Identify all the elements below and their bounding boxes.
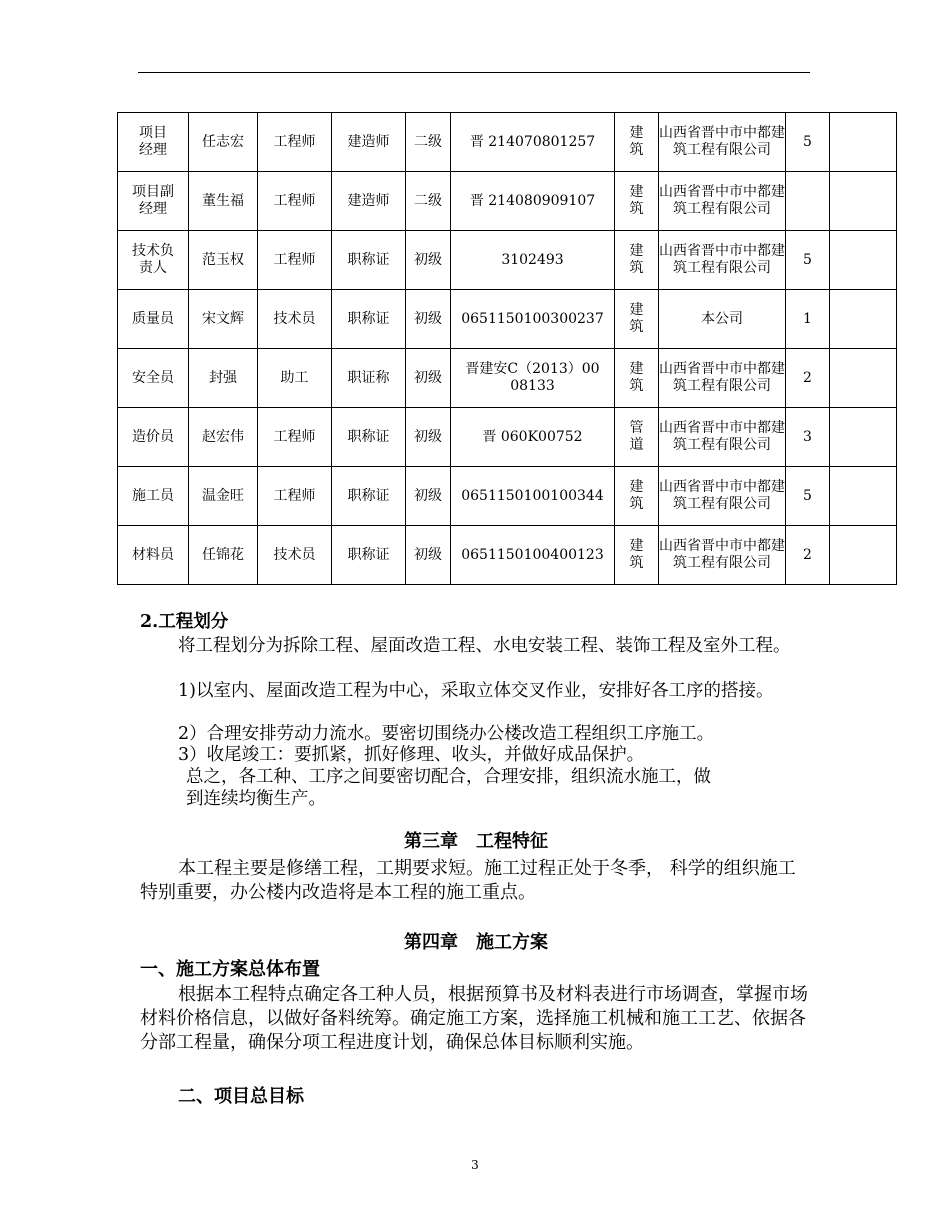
cell-title: 技术员 bbox=[258, 290, 332, 349]
cell-name: 范玉权 bbox=[189, 231, 258, 290]
chapter-4-subheading-2: 二、项目总目标 bbox=[178, 1086, 304, 1107]
cell-organization: 山西省晋中市中都建筑工程有限公司 bbox=[659, 231, 786, 290]
cell-name: 封强 bbox=[189, 349, 258, 408]
cell-extra bbox=[830, 526, 897, 585]
cell-role: 项目经理 bbox=[118, 113, 189, 172]
cell-cert-number: 晋 060K00752 bbox=[451, 408, 615, 467]
cell-name: 董生福 bbox=[189, 172, 258, 231]
cell-role: 造价员 bbox=[118, 408, 189, 467]
cell-extra bbox=[830, 172, 897, 231]
page-number: 3 bbox=[471, 1158, 479, 1172]
cell-cert-number: 0651150100400123 bbox=[451, 526, 615, 585]
cell-cert-type: 建造师 bbox=[332, 113, 406, 172]
section-2-summary-line-1: 总之，各工种、工序之间要密切配合，合理安排，组织流水施工，做 bbox=[186, 767, 711, 787]
cell-title: 工程师 bbox=[258, 408, 332, 467]
section-2-heading: 2.工程划分 bbox=[140, 612, 229, 632]
cell-cert-number: 晋建安C（2013）0008133 bbox=[451, 349, 615, 408]
cell-category: 建筑 bbox=[615, 349, 659, 408]
table-row bbox=[118, 408, 897, 467]
cell-count: 2 bbox=[786, 526, 830, 585]
cell-cert-number: 晋 214080909107 bbox=[451, 172, 615, 231]
cell-title: 助工 bbox=[258, 349, 332, 408]
cell-level: 初级 bbox=[406, 467, 451, 526]
header-rule bbox=[138, 72, 810, 73]
cell-title: 工程师 bbox=[258, 231, 332, 290]
cell-organization: 本公司 bbox=[659, 290, 786, 349]
table-row bbox=[118, 290, 897, 349]
cell-organization: 山西省晋中市中都建筑工程有限公司 bbox=[659, 408, 786, 467]
cell-count: 5 bbox=[786, 231, 830, 290]
section-2-item-3: 3）收尾竣工：要抓紧，抓好修理、收头，并做好成品保护。 bbox=[178, 745, 645, 765]
cell-level: 初级 bbox=[406, 349, 451, 408]
cell-cert-number: 晋 214070801257 bbox=[451, 113, 615, 172]
cell-organization: 山西省晋中市中都建筑工程有限公司 bbox=[659, 113, 786, 172]
table-row bbox=[118, 231, 897, 290]
cell-role: 质量员 bbox=[118, 290, 189, 349]
cell-count: 2 bbox=[786, 349, 830, 408]
cell-role: 项目副经理 bbox=[118, 172, 189, 231]
cell-title: 工程师 bbox=[258, 467, 332, 526]
cell-title: 技术员 bbox=[258, 526, 332, 585]
cell-category: 建筑 bbox=[615, 172, 659, 231]
cell-category: 建筑 bbox=[615, 231, 659, 290]
chapter-4-subheading-1: 一、施工方案总体布置 bbox=[140, 959, 320, 980]
cell-category: 管道 bbox=[615, 408, 659, 467]
cell-cert-type: 职称证 bbox=[332, 467, 406, 526]
cell-category: 建筑 bbox=[615, 113, 659, 172]
cell-cert-type: 职证称 bbox=[332, 349, 406, 408]
cell-cert-type: 职称证 bbox=[332, 408, 406, 467]
cell-level: 初级 bbox=[406, 231, 451, 290]
table-row bbox=[118, 526, 897, 585]
cell-name: 宋文辉 bbox=[189, 290, 258, 349]
table-row bbox=[118, 467, 897, 526]
cell-organization: 山西省晋中市中都建筑工程有限公司 bbox=[659, 467, 786, 526]
cell-role: 技术负责人 bbox=[118, 231, 189, 290]
table-row bbox=[118, 113, 897, 172]
cell-count: 5 bbox=[786, 113, 830, 172]
cell-count bbox=[786, 172, 830, 231]
cell-cert-number: 0651150100100344 bbox=[451, 467, 615, 526]
cell-extra bbox=[830, 290, 897, 349]
table-row bbox=[118, 349, 897, 408]
cell-cert-number: 0651150100300237 bbox=[451, 290, 615, 349]
cell-category: 建筑 bbox=[615, 467, 659, 526]
cell-extra bbox=[830, 113, 897, 172]
cell-name: 任志宏 bbox=[189, 113, 258, 172]
cell-cert-type: 职称证 bbox=[332, 290, 406, 349]
section-2-item-2: 2）合理安排劳动力流水。要密切围绕办公楼改造工程组织工序施工。 bbox=[178, 724, 715, 744]
cell-title: 工程师 bbox=[258, 172, 332, 231]
cell-level: 初级 bbox=[406, 408, 451, 467]
cell-role: 安全员 bbox=[118, 349, 189, 408]
cell-extra bbox=[830, 467, 897, 526]
cell-name: 赵宏伟 bbox=[189, 408, 258, 467]
cell-extra bbox=[830, 408, 897, 467]
chapter-3-text: 本工程主要是修缮工程，工期要求短。施工过程正处于冬季， 科学的组织施工特别重要，办公楼内改造将是本工程的施工重点。 bbox=[140, 858, 796, 903]
cell-role: 施工员 bbox=[118, 467, 189, 526]
section-2-item-1: 1)以室内、屋面改造工程为中心，采取立体交叉作业，安排好各工序的搭接。 bbox=[178, 681, 774, 701]
cell-category: 建筑 bbox=[615, 290, 659, 349]
chapter-4-text: 根据本工程特点确定各工种人员，根据预算书及材料表进行市场调查，掌握市场材料价格信息，以做好备料统筹。确定施工方案，选择施工机械和施工工艺、依据各分部工程量，确保分项工程进度计划，确保总体目标顺利实施。 bbox=[140, 984, 808, 1053]
cell-level: 二级 bbox=[406, 113, 451, 172]
cell-extra bbox=[830, 349, 897, 408]
cell-title: 工程师 bbox=[258, 113, 332, 172]
cell-count: 1 bbox=[786, 290, 830, 349]
cell-count: 3 bbox=[786, 408, 830, 467]
cell-category: 建筑 bbox=[615, 526, 659, 585]
cell-cert-number: 3102493 bbox=[451, 231, 615, 290]
table-row bbox=[118, 172, 897, 231]
cell-level: 二级 bbox=[406, 172, 451, 231]
cell-level: 初级 bbox=[406, 526, 451, 585]
section-2-summary-line-2: 到连续均衡生产。 bbox=[186, 789, 326, 809]
cell-name: 任锦花 bbox=[189, 526, 258, 585]
staff-table bbox=[117, 112, 897, 585]
cell-organization: 山西省晋中市中都建筑工程有限公司 bbox=[659, 172, 786, 231]
cell-cert-type: 建造师 bbox=[332, 172, 406, 231]
cell-organization: 山西省晋中市中都建筑工程有限公司 bbox=[659, 526, 786, 585]
cell-organization: 山西省晋中市中都建筑工程有限公司 bbox=[659, 349, 786, 408]
cell-extra bbox=[830, 231, 897, 290]
chapter-4-title: 第四章 施工方案 bbox=[404, 932, 548, 953]
cell-cert-type: 职称证 bbox=[332, 231, 406, 290]
cell-count: 5 bbox=[786, 467, 830, 526]
cell-cert-type: 职称证 bbox=[332, 526, 406, 585]
chapter-3-title: 第三章 工程特征 bbox=[404, 831, 548, 852]
cell-name: 温金旺 bbox=[189, 467, 258, 526]
cell-level: 初级 bbox=[406, 290, 451, 349]
cell-role: 材料员 bbox=[118, 526, 189, 585]
section-2-intro: 将工程划分为拆除工程、屋面改造工程、水电安装工程、装饰工程及室外工程。 bbox=[178, 636, 791, 656]
